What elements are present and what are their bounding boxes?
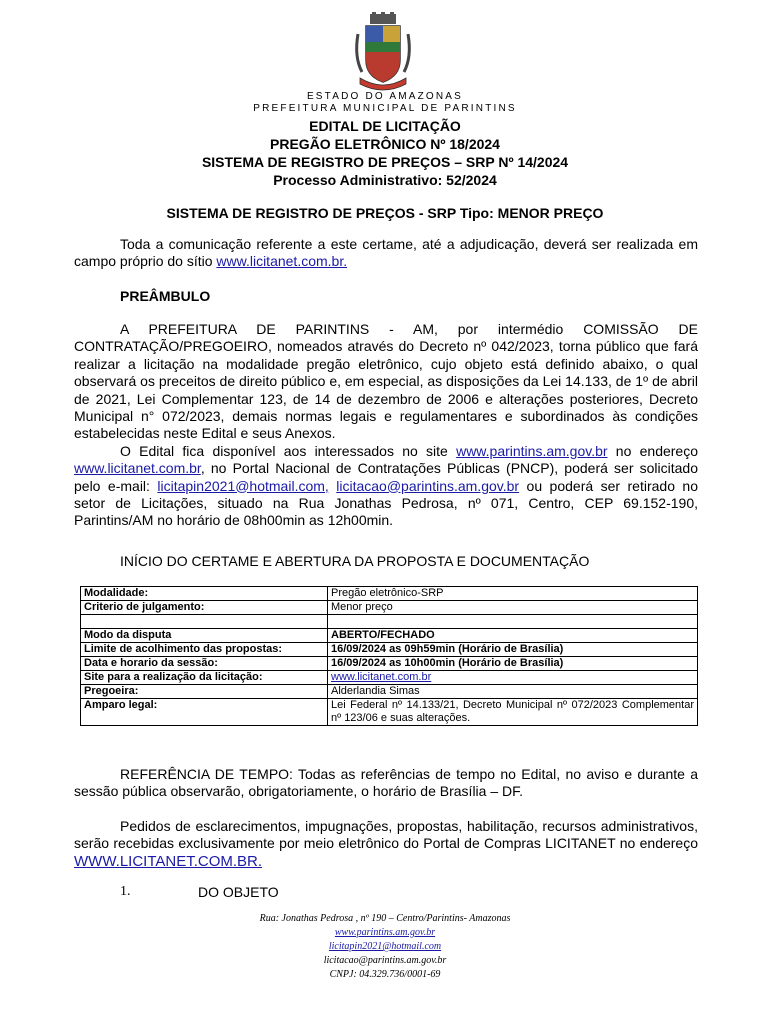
licitanet-upper-link[interactable]: WWW.LICITANET.COM.BR. (74, 852, 263, 870)
row-label: Criterio de julgamento: (81, 601, 328, 615)
table-row (81, 657, 698, 671)
row-label: Data e horario da sessão: (81, 657, 328, 671)
communication-text: Toda a comunicação referente a este certame, até a adjudicação, deverá ser realizada em campo próprio do sítio (74, 236, 698, 270)
certame-heading: INÍCIO DO CERTAME E ABERTURA DA PROPOSTA E DOCUMENTAÇÃO (120, 553, 590, 569)
certame-table (80, 586, 698, 726)
row-value: Pregão eletrônico-SRP (328, 587, 698, 601)
table-row (81, 601, 698, 615)
licitacao-email-link[interactable]: licitacao@parintins.am.gov.br (336, 477, 520, 494)
table-row (81, 685, 698, 699)
licitanet-address-link[interactable]: www.licitanet.com.br (74, 460, 201, 477)
srp-number: SISTEMA DE REGISTRO DE PREÇOS – SRP Nº 14/2024 (201, 154, 569, 170)
preamble-text-1: A PREFEITURA DE PARINTINS - AM, por intermédio COMISSÃO DE CONTRATAÇÃO/PREGOEIRO, nomeados através do Decreto nº 042/2023, torna público que fará realizar a licitação na modalidade pregão eletrônico, cujo objeto está definido abaixo, o qual observará os preceitos de direito público e, em especial, as disposições da Lei 14.133, de 1º de abril de 2021, Lei Complementar 123, de 14 de dezembro de 2006 e alterações posteriores, Decreto Municipal n° 072/2023, demais normas legais e regulamentares e subordinados às condições estabelecidas neste Edital e seus Anexos. (74, 321, 698, 442)
footer-email2: licitacao@parintins.am.gov.br (323, 955, 447, 966)
requests-paragraph (74, 818, 698, 870)
section-number: 1. (120, 884, 131, 899)
prefecture-name: PREFEITURA MUNICIPAL DE PARINTINS (253, 103, 517, 114)
table-spacer-row (81, 615, 698, 629)
footer-email1-link[interactable]: licitapin2021@hotmail.com (328, 941, 442, 952)
row-value: 16/09/2024 as 09h59min (Horário de Brasília) (328, 643, 698, 657)
row-label: Site para a realização da licitação: (81, 671, 328, 685)
row-label: Limite de acolhimento das propostas: (81, 643, 328, 657)
row-label: Amparo legal: (81, 699, 328, 726)
table-row (81, 629, 698, 643)
table-row (81, 699, 698, 726)
row-value: Lei Federal nº 14.133/21, Decreto Municipal nº 072/2023 Complementar nº 123/06 e suas alterações. (328, 699, 698, 726)
state-name: ESTADO DO AMAZONAS (306, 91, 464, 102)
table-row (81, 587, 698, 601)
row-label: Pregoeira: (81, 685, 328, 699)
pregao-number: PREGÃO ELETRÔNICO Nº 18/2024 (270, 136, 500, 152)
licitanet-link[interactable]: www.licitanet.com.br. (216, 253, 348, 270)
time-reference-paragraph (74, 766, 698, 801)
table-row (81, 643, 698, 657)
row-value (328, 671, 698, 685)
row-value: 16/09/2024 as 10h00min (Horário de Brasília) (328, 657, 698, 671)
preamble-heading: PREÂMBULO (120, 288, 211, 304)
hotmail-email-link[interactable]: licitapin2021@hotmail.com, (157, 477, 329, 494)
row-label: Modalidade: (81, 587, 328, 601)
row-label: Modo da disputa (81, 629, 328, 643)
footer-email1 (0, 940, 770, 954)
table-row (81, 671, 698, 685)
footer-site-link[interactable]: www.parintins.am.gov.br (334, 927, 436, 938)
row-value: ABERTO/FECHADO (328, 629, 698, 643)
footer-site (0, 926, 770, 940)
srp-type-subtitle: SISTEMA DE REGISTRO DE PREÇOS - SRP Tipo: MENOR PREÇO (166, 205, 604, 221)
preamble-text-2: O Edital fica disponível aos interessados no site www.parintins.am.gov.br no endereço www.licitanet.com.br, no Portal Nacional de Contratações Públicas (PNCP), poderá ser solicitado pelo e-mail: licitapin2021@hotmail.com, licitacao@parintins.am.gov.br ou poderá ser retirado no setor de Licitações, situado na Rua Jonathas Pedrosa, nº 071, Centro, CEP 69.152-190, Parintins/AM no horário de 08h00min as 12h00min. (74, 442, 699, 529)
edital-title: EDITAL DE LICITAÇÃO (309, 118, 461, 134)
row-value: Alderlandia Simas (328, 685, 698, 699)
footer-address: Rua: Jonathas Pedrosa , nº 190 – Centro/Parintins- Amazonas (259, 913, 511, 924)
preamble-paragraph (74, 321, 698, 530)
row-value: Menor preço (328, 601, 698, 615)
process-number: Processo Administrativo: 52/2024 (273, 172, 497, 188)
communication-paragraph (74, 236, 698, 271)
parintins-site-link[interactable]: www.parintins.am.gov.br (456, 442, 608, 459)
footer-cnpj: CNPJ: 04.329.736/0001-69 (329, 969, 441, 980)
section-title: DO OBJETO (198, 884, 279, 900)
coat-of-arms-icon (352, 12, 414, 92)
time-reference-text: REFERÊNCIA DE TEMPO: Todas as referências de tempo no Edital, no aviso e durante a sessão pública observarão, obrigatoriamente, o horário de Brasília – DF. (74, 766, 698, 800)
licitanet-table-link[interactable]: www.licitanet.com.br (331, 671, 432, 683)
requests-text: Pedidos de esclarecimentos, impugnações, propostas, habilitação, recursos administrativos, serão recebidas exclusivamente por meio eletrônico do Portal de Compras LICITANET no endereço (74, 818, 698, 852)
